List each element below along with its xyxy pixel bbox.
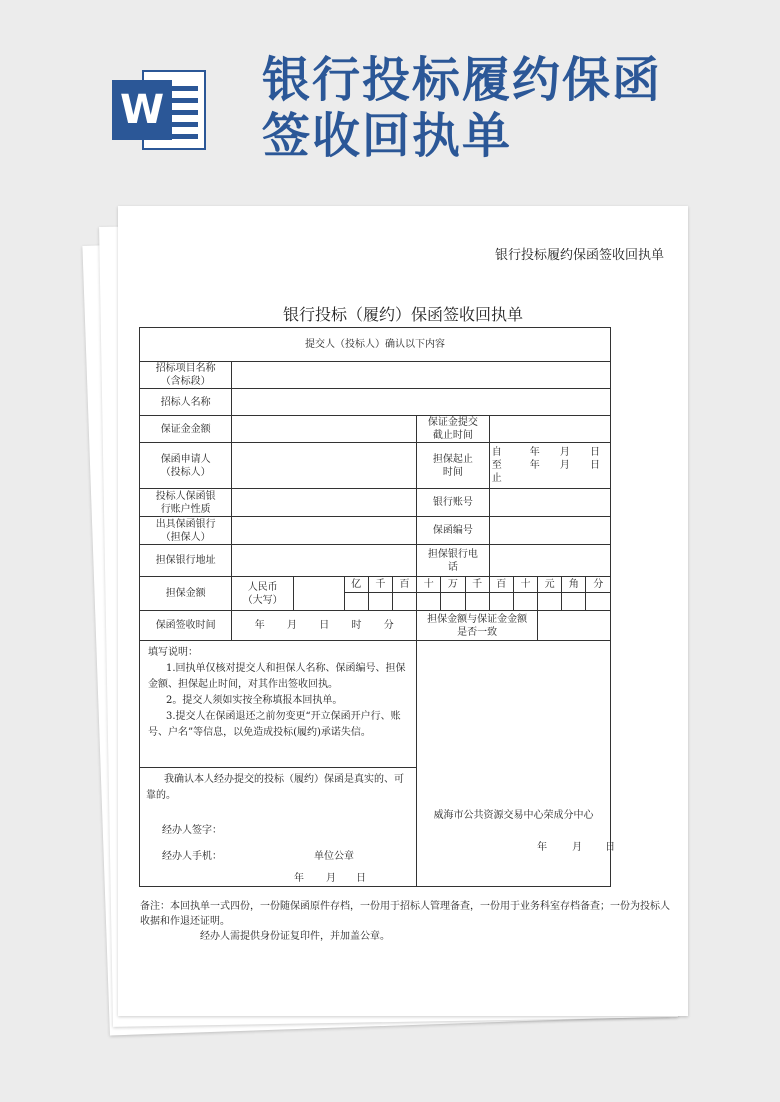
- digit-cell[interactable]: [513, 593, 537, 611]
- center-date-day: 日: [605, 842, 616, 853]
- value-project-name[interactable]: [232, 362, 611, 389]
- digit-cell[interactable]: [441, 593, 465, 611]
- digit-yuan: 元: [538, 577, 562, 593]
- notes: [148, 645, 408, 741]
- value-sign-time[interactable]: 年 月 日 时 分: [232, 611, 417, 641]
- value-deposit-deadline[interactable]: [489, 416, 610, 443]
- value-bank-address[interactable]: [232, 545, 417, 577]
- digit-cell[interactable]: [368, 593, 392, 611]
- label-rmb: 人民币 （大写）: [232, 577, 294, 611]
- label-account-no: 银行账号: [417, 489, 490, 517]
- banner-title-line2: 签收回执单: [262, 108, 513, 164]
- label-bank-address: 担保银行地址: [140, 545, 232, 577]
- footer-note2: 经办人需提供身份证复印件，并加盖公章。: [200, 931, 390, 942]
- digit-cell[interactable]: [538, 593, 562, 611]
- notes-item-3: 3.提交人在保函退还之前勿变更“开立保函开户行、账号、户名”等信息，以免造成投标(履约)承诺失信。: [148, 711, 401, 738]
- value-bank-phone[interactable]: [489, 545, 610, 577]
- digit-bai2: 百: [489, 577, 513, 593]
- label-issuing-bank: 出具保函银行 （担保人）: [140, 517, 232, 545]
- digit-shi2: 十: [513, 577, 537, 593]
- receipt-form: [139, 327, 616, 887]
- confirm-cell: [140, 768, 417, 887]
- unit-seal-label: 单位公章: [314, 851, 354, 862]
- value-consistency[interactable]: [538, 611, 611, 641]
- notes-title: 填写说明：: [148, 647, 198, 658]
- confirm-date-day: 日: [356, 873, 366, 884]
- value-account-nature[interactable]: [232, 489, 417, 517]
- label-project-name: 招标项目名称 （含标段）: [140, 362, 232, 389]
- value-deposit-amount[interactable]: [232, 416, 417, 443]
- digit-qian1: 千: [368, 577, 392, 593]
- value-guarantee-no[interactable]: [489, 517, 610, 545]
- confirm-date-month: 月: [326, 873, 336, 884]
- notes-item-2: 2。提交人须如实按全称填报本回执单。: [166, 695, 343, 706]
- center-date-month: 月: [572, 842, 583, 853]
- document-page: [118, 206, 688, 1016]
- digit-cell[interactable]: [417, 593, 441, 611]
- label-consistency: 担保金额与保证金金额 是否一致: [417, 611, 538, 641]
- logo-letter: W: [112, 80, 172, 140]
- label-deposit-amount: 保证金金额: [140, 416, 232, 443]
- digit-qian2: 千: [465, 577, 489, 593]
- digit-cell[interactable]: [392, 593, 416, 611]
- banner-title-line1: 银行投标履约保函: [262, 52, 663, 108]
- digit-cell[interactable]: [586, 593, 611, 611]
- form-title: 银行投标（履约）保函签收回执单: [282, 305, 523, 324]
- validity-grid: 自 年 月 日 至 年 月 日 止: [491, 447, 600, 484]
- value-tenderer[interactable]: [232, 389, 611, 416]
- confirm-statement: 我确认本人经办提交的投标（履约）保函是真实的、可靠的。: [146, 774, 404, 801]
- center-name: 威海市公共资源交易中心荣成分中心: [433, 810, 594, 821]
- label-tenderer: 招标人名称: [140, 389, 232, 416]
- digit-wan: 万: [441, 577, 465, 593]
- digit-yi: 亿: [344, 577, 368, 593]
- label-guarantee-amount: 担保金额: [140, 577, 232, 611]
- footer-notes: [140, 899, 670, 944]
- center-cell: [417, 641, 616, 887]
- digit-shi1: 十: [417, 577, 441, 593]
- center-date-year: 年: [537, 842, 548, 853]
- banner-title: [262, 52, 742, 164]
- handler-phone-label: 经办人手机：: [162, 851, 222, 862]
- confirm-date-year: 年: [294, 873, 304, 884]
- digit-cell[interactable]: [562, 593, 586, 611]
- label-validity: 担保起止 时间: [417, 443, 490, 489]
- label-applicant: 保函申请人 （投标人）: [140, 443, 232, 489]
- value-rmb-words[interactable]: [293, 577, 344, 611]
- digit-cell[interactable]: [344, 593, 368, 611]
- label-guarantee-no: 保函编号: [417, 517, 490, 545]
- label-bank-phone: 担保银行电 话: [417, 545, 490, 577]
- word-logo-icon: [112, 62, 208, 158]
- label-sign-time: 保函签收时间: [140, 611, 232, 641]
- digit-cell[interactable]: [465, 593, 489, 611]
- notes-cell: [140, 641, 417, 768]
- value-account-no[interactable]: [489, 489, 610, 517]
- section-header: 提交人（投标人）确认以下内容: [140, 328, 611, 362]
- confirm-block: [146, 772, 410, 884]
- digit-fen: 分: [586, 577, 611, 593]
- page-header: 银行投标履约保函签收回执单: [494, 248, 664, 263]
- notes-item-1: 1.回执单仅核对提交人和担保人名称、保函编号、担保金额、担保起止时间，对其作出签收回执。: [148, 663, 406, 690]
- digit-cell[interactable]: [489, 593, 513, 611]
- footer-remark: 备注：本回执单一式四份，一份随保函原件存档，一份用于招标人管理备查，一份用于业务科室存档备查；一份为投标人收据和作退还证明。: [140, 901, 670, 927]
- label-account-nature: 投标人保函银 行账户性质: [140, 489, 232, 517]
- label-deposit-deadline: 保证金提交 截止时间: [417, 416, 490, 443]
- handler-sign-label: 经办人签字：: [162, 825, 222, 836]
- digit-bai1: 百: [392, 577, 416, 593]
- digit-jiao: 角: [562, 577, 586, 593]
- value-validity[interactable]: [489, 443, 610, 489]
- value-applicant[interactable]: [232, 443, 417, 489]
- value-issuing-bank[interactable]: [232, 517, 417, 545]
